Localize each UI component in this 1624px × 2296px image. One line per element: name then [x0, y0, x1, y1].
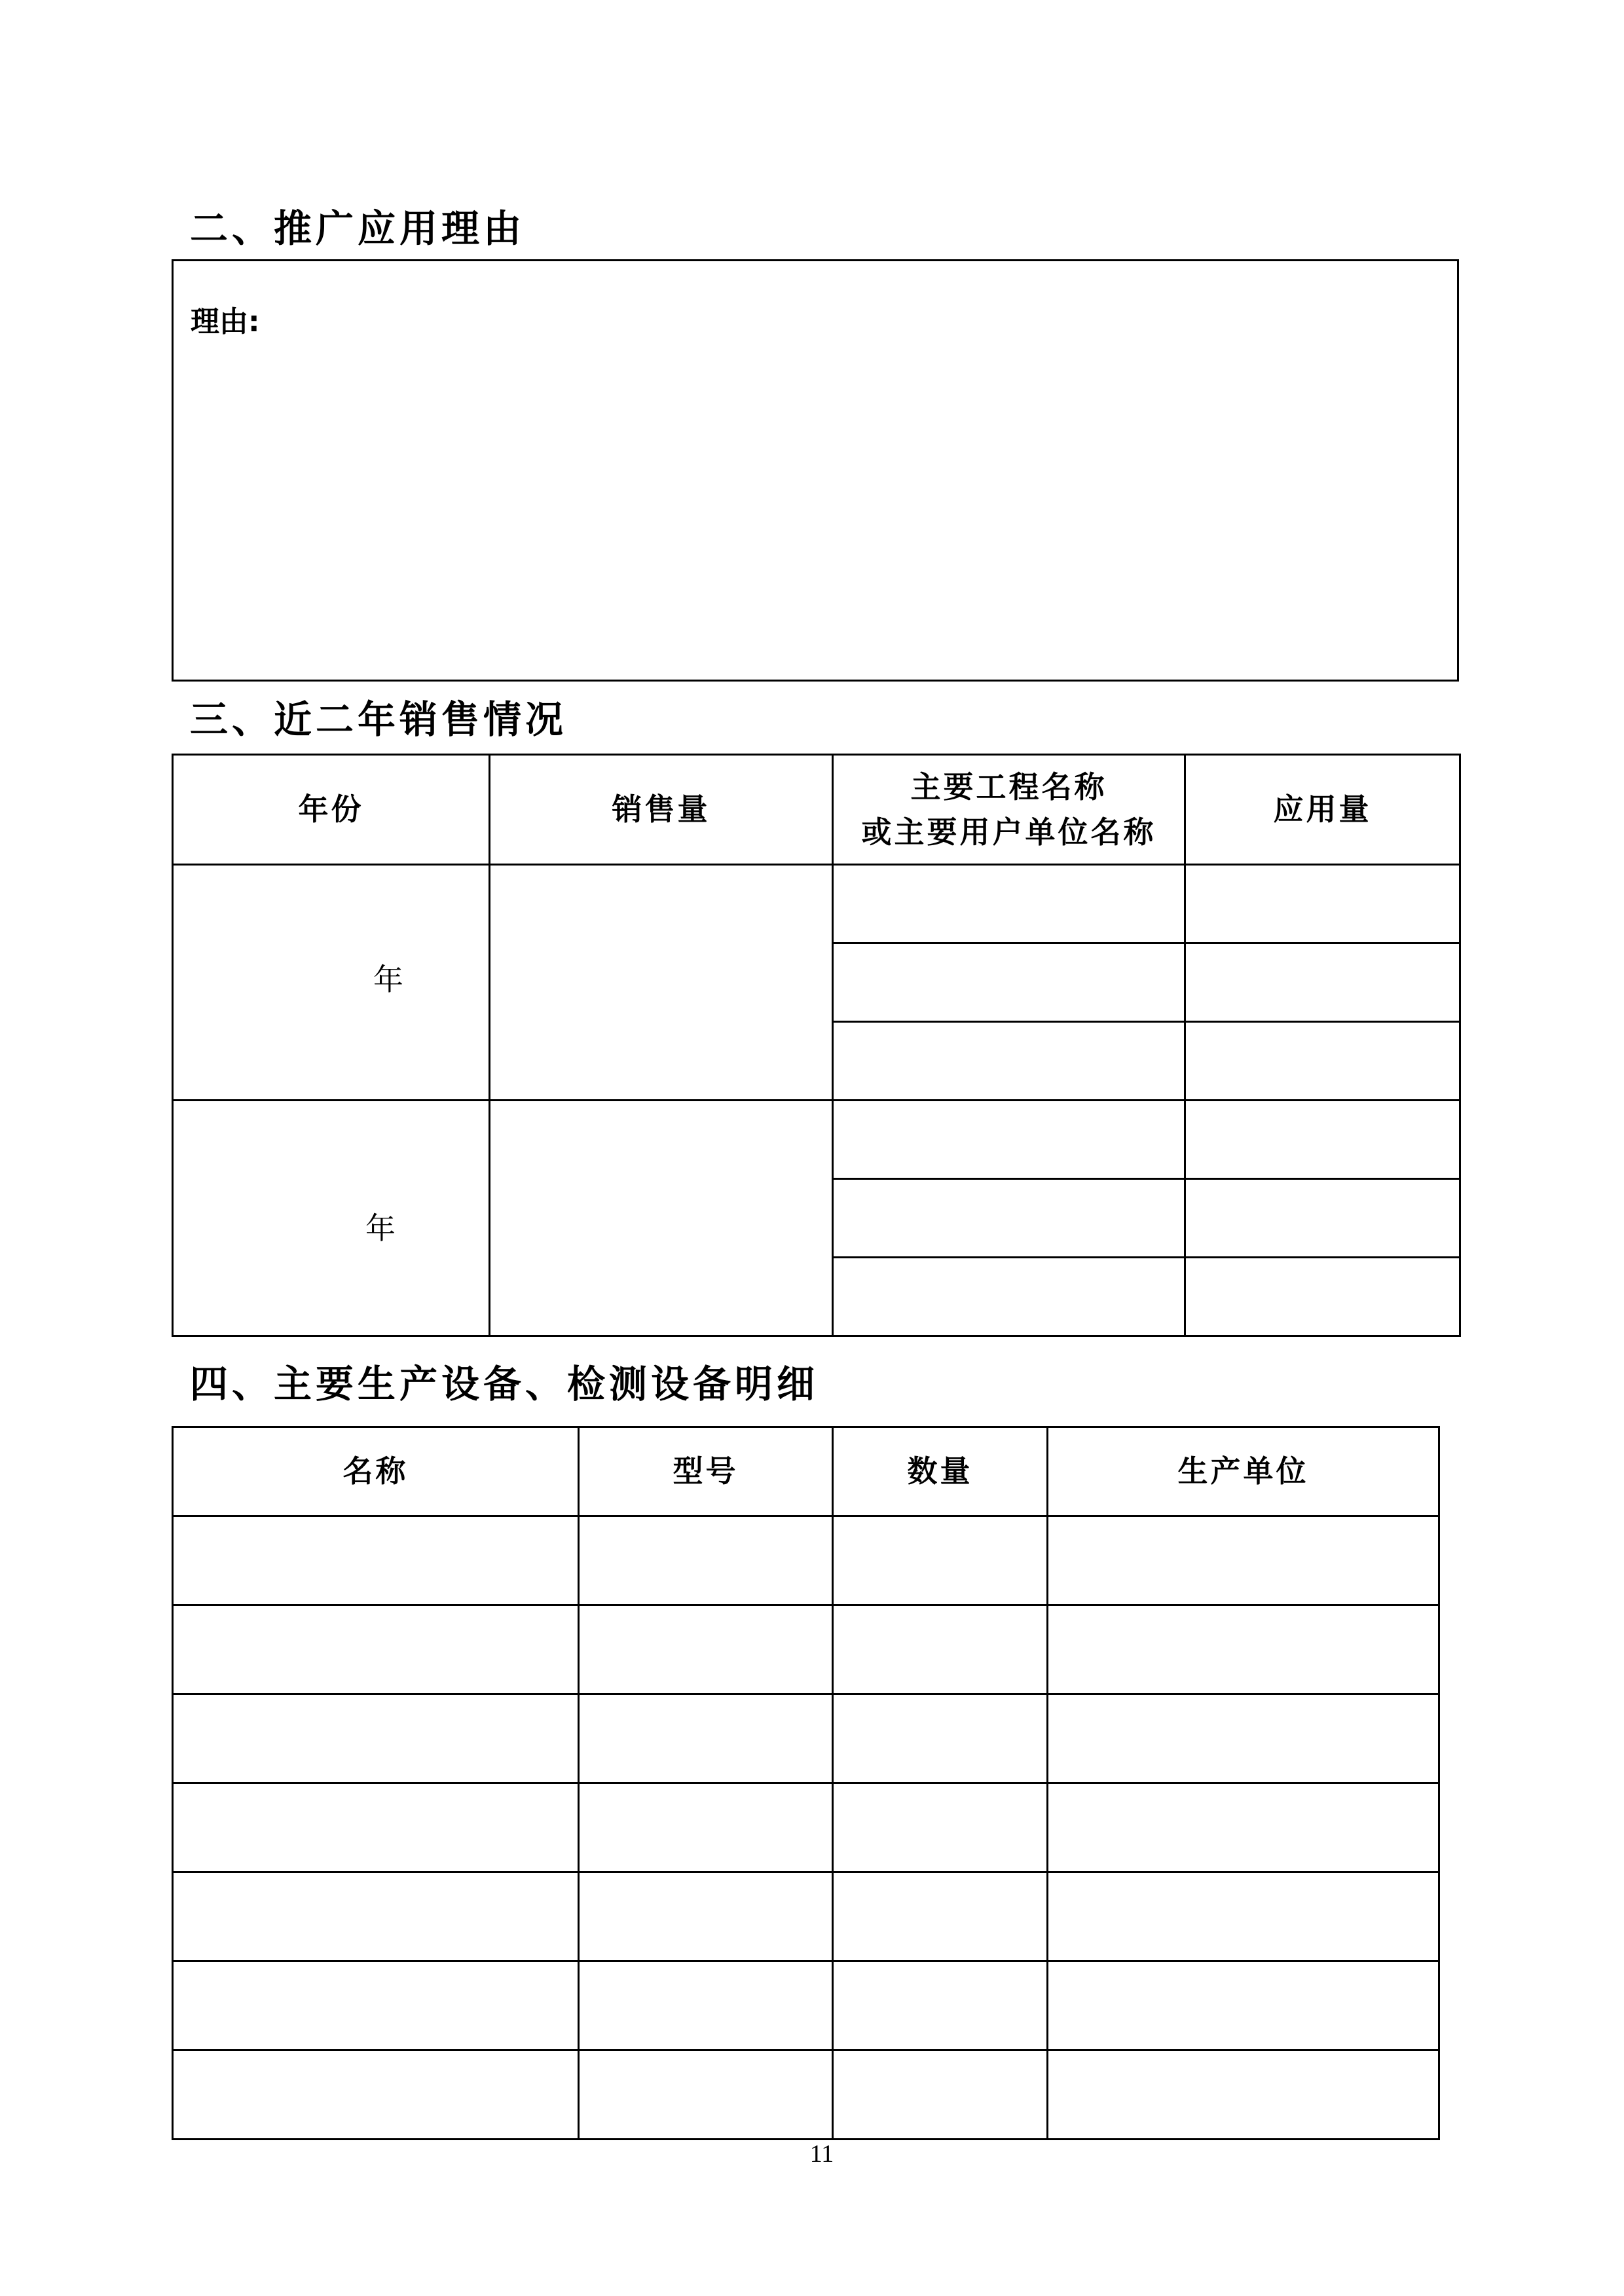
equipment-header-row — [173, 1427, 1439, 1516]
usage-cell[interactable] — [1185, 1258, 1460, 1336]
name-cell[interactable] — [173, 1961, 579, 2050]
quantity-cell[interactable] — [833, 2050, 1048, 2140]
reason-label: 理由: — [191, 305, 260, 338]
table-row — [173, 865, 1460, 943]
header-name: 名称 — [173, 1427, 579, 1516]
manufacturer-cell[interactable] — [1048, 1961, 1439, 2050]
name-cell[interactable] — [173, 2050, 579, 2140]
reason-box[interactable] — [172, 259, 1459, 682]
model-cell[interactable] — [579, 2050, 833, 2140]
manufacturer-cell[interactable] — [1048, 1783, 1439, 1872]
model-cell[interactable] — [579, 1872, 833, 1961]
quantity-cell[interactable] — [833, 1872, 1048, 1961]
table-row — [173, 1783, 1439, 1872]
manufacturer-cell[interactable] — [1048, 1605, 1439, 1694]
name-cell[interactable] — [173, 1605, 579, 1694]
quantity-cell[interactable] — [833, 1516, 1048, 1605]
quantity-cell[interactable] — [833, 1694, 1048, 1783]
model-cell[interactable] — [579, 1605, 833, 1694]
header-project-line1: 主要工程名称 — [910, 769, 1107, 805]
quantity-cell[interactable] — [833, 1961, 1048, 2050]
header-project — [833, 755, 1185, 865]
table-row — [173, 1694, 1439, 1783]
header-project-line2: 或主要用户单位名称 — [861, 814, 1156, 850]
equipment-table — [172, 1426, 1440, 2140]
sales-table — [172, 754, 1461, 1337]
manufacturer-cell[interactable] — [1048, 2050, 1439, 2140]
table-row — [173, 1961, 1439, 2050]
project-cell[interactable] — [833, 1258, 1185, 1336]
model-cell[interactable] — [579, 1516, 833, 1605]
year-2-cell[interactable] — [173, 1101, 490, 1336]
name-cell[interactable] — [173, 1783, 579, 1872]
name-cell[interactable] — [173, 1516, 579, 1605]
quantity-cell[interactable] — [833, 1783, 1048, 1872]
page-number: 11 — [809, 2140, 834, 2168]
header-usage: 应用量 — [1185, 755, 1460, 865]
model-cell[interactable] — [579, 1783, 833, 1872]
sales-1-cell[interactable] — [490, 865, 833, 1101]
year-1-cell[interactable] — [173, 865, 490, 1101]
section-3-title: 三、近二年销售情况 — [190, 697, 568, 742]
table-row — [173, 1101, 1460, 1179]
header-manufacturer: 生产单位 — [1048, 1427, 1439, 1516]
manufacturer-cell[interactable] — [1048, 1516, 1439, 1605]
manufacturer-cell[interactable] — [1048, 1694, 1439, 1783]
header-quantity: 数量 — [833, 1427, 1048, 1516]
sales-header-row — [173, 755, 1460, 865]
year-2-suffix: 年 — [365, 1211, 398, 1246]
manufacturer-cell[interactable] — [1048, 1872, 1439, 1961]
table-row — [173, 1516, 1439, 1605]
model-cell[interactable] — [579, 1694, 833, 1783]
table-row — [173, 1872, 1439, 1961]
model-cell[interactable] — [579, 1961, 833, 2050]
usage-cell[interactable] — [1185, 1022, 1460, 1101]
sales-2-cell[interactable] — [490, 1101, 833, 1336]
name-cell[interactable] — [173, 1872, 579, 1961]
year-1-suffix: 年 — [373, 962, 406, 997]
header-sales: 销售量 — [490, 755, 833, 865]
name-cell[interactable] — [173, 1694, 579, 1783]
project-cell[interactable] — [833, 1101, 1185, 1179]
header-model: 型号 — [579, 1427, 833, 1516]
header-year: 年份 — [173, 755, 490, 865]
table-row — [173, 1605, 1439, 1694]
table-row — [173, 2050, 1439, 2140]
usage-cell[interactable] — [1185, 943, 1460, 1022]
section-2-title: 二、推广应用理由 — [190, 206, 526, 251]
project-cell[interactable] — [833, 1022, 1185, 1101]
project-cell[interactable] — [833, 865, 1185, 943]
section-4-title: 四、主要生产设备、检测设备明细 — [190, 1362, 819, 1406]
project-cell[interactable] — [833, 1179, 1185, 1258]
project-cell[interactable] — [833, 943, 1185, 1022]
usage-cell[interactable] — [1185, 865, 1460, 943]
quantity-cell[interactable] — [833, 1605, 1048, 1694]
usage-cell[interactable] — [1185, 1101, 1460, 1179]
usage-cell[interactable] — [1185, 1179, 1460, 1258]
